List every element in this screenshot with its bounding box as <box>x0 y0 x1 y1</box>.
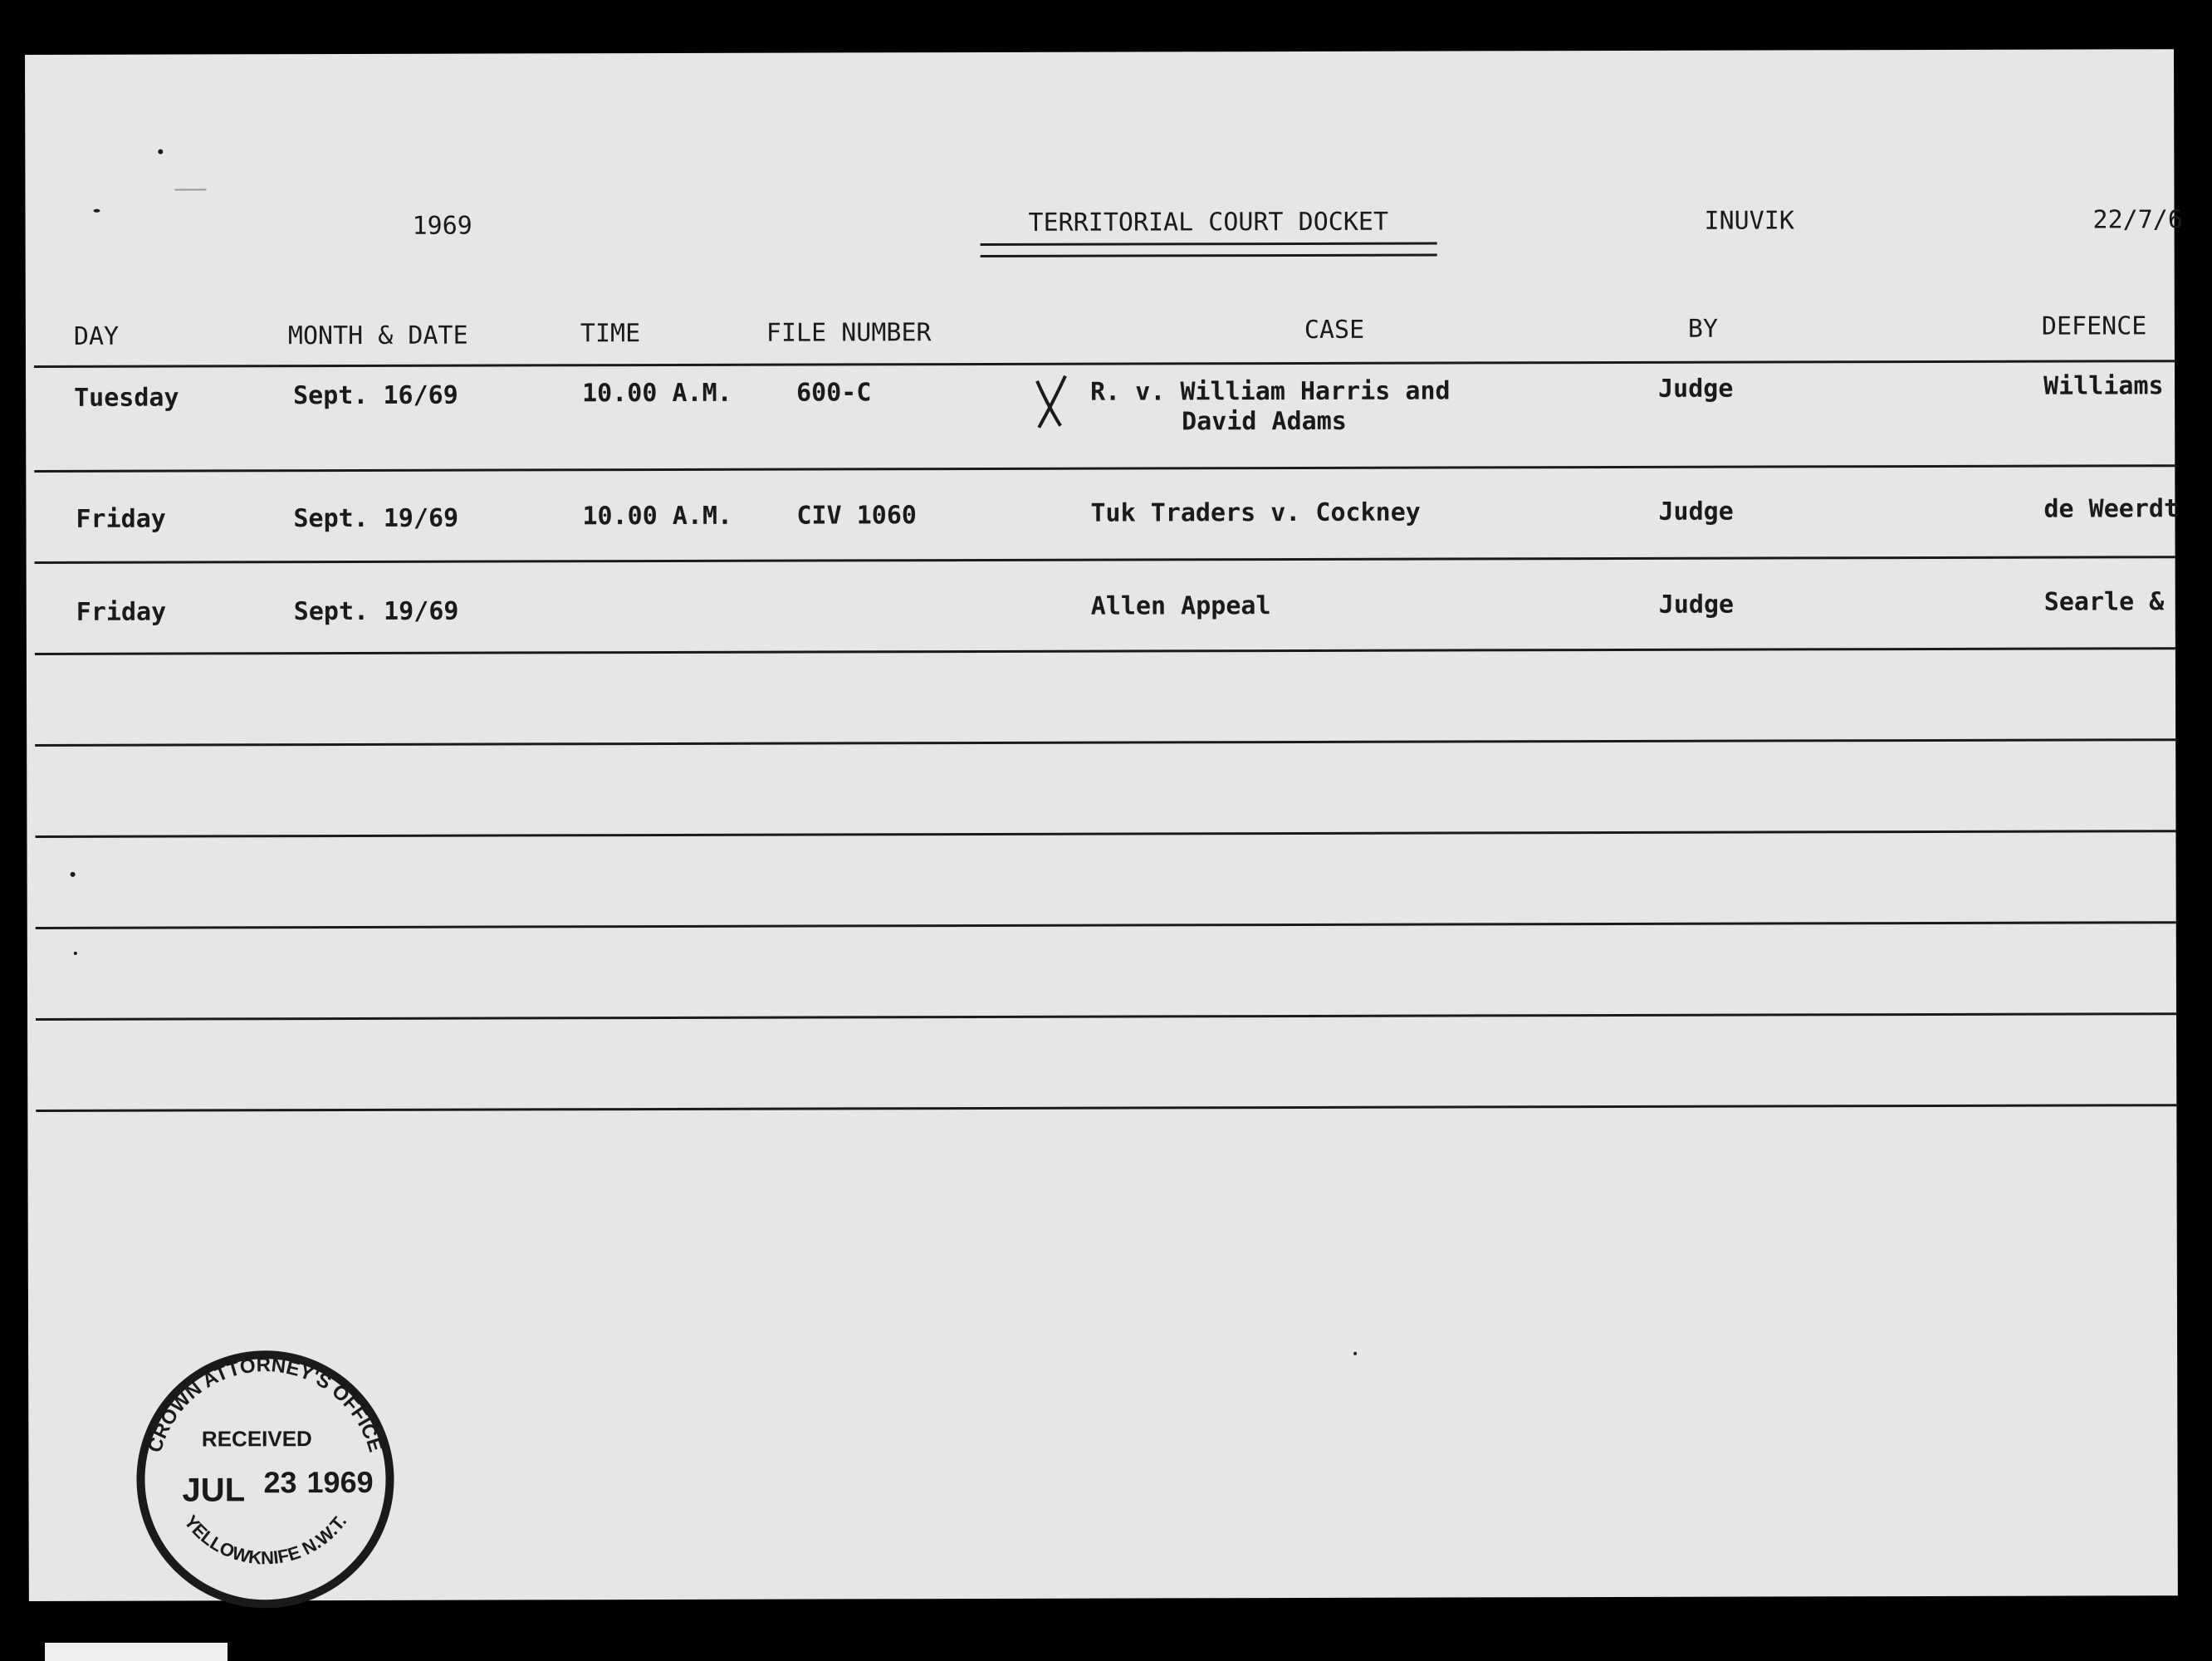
row-defence: Searle & <box>2043 587 2165 617</box>
handwritten-x-mark <box>1032 373 1072 431</box>
rule-row-5 <box>35 830 2175 838</box>
rule-row-1 <box>34 464 2175 473</box>
row-case: Tuk Traders v. Cockney <box>1090 497 1421 528</box>
stamp-arc-top: CROWN ATTORNEY'S OFFICE <box>143 1354 387 1456</box>
docket-location: INUVIK <box>1704 206 1794 236</box>
paper-scrap <box>45 1643 228 1661</box>
rule-row-2 <box>35 556 2175 564</box>
row-case: Allen Appeal <box>1090 591 1271 621</box>
col-case: CASE <box>1304 315 1365 345</box>
col-time: TIME <box>580 319 641 349</box>
docket-date: 22/7/6 <box>2092 205 2183 235</box>
stamp-month: JUL <box>182 1472 246 1509</box>
stamp-day: 23 <box>263 1465 297 1500</box>
row-file-number: CIV 1060 <box>796 501 918 531</box>
row-month-date: Sept. 19/69 <box>293 503 459 534</box>
speck <box>74 952 77 955</box>
row-case: R. v. William Harris and <box>1090 376 1451 407</box>
row-day: Friday <box>76 504 166 534</box>
rule-header <box>34 360 2175 368</box>
row-time: 10.00 A.M. <box>582 378 732 409</box>
received-stamp <box>124 1338 407 1621</box>
stamp-arc-bottom: YELLOWKNIFE N.W.T. <box>179 1511 351 1569</box>
col-month-date: MONTH & DATE <box>287 321 468 351</box>
row-file-number: 600-C <box>796 378 872 408</box>
docket-year: 1969 <box>412 211 472 241</box>
row-day: Tuesday <box>74 383 179 413</box>
row-by: Judge <box>1658 590 1735 620</box>
col-day: DAY <box>73 321 120 351</box>
title-underline-2 <box>981 254 1437 257</box>
rule-row-7 <box>36 1012 2176 1021</box>
top-mark <box>174 189 206 190</box>
row-case-continued: David Adams <box>1182 406 1347 437</box>
title-underline-1 <box>981 243 1437 246</box>
rule-row-6 <box>36 921 2176 929</box>
docket-card <box>25 49 2183 1601</box>
rule-row-8 <box>36 1104 2176 1112</box>
col-defence: DEFENCE <box>2041 311 2147 341</box>
row-defence: de Weerdt <box>2043 494 2180 524</box>
speck <box>93 209 100 213</box>
stamp-year: 1969 <box>306 1464 374 1500</box>
row-month-date: Sept. 19/69 <box>293 596 459 627</box>
col-by: BY <box>1687 314 1719 344</box>
row-defence: Williams <box>2043 371 2164 401</box>
speck <box>71 872 76 877</box>
row-time: 10.00 A.M. <box>582 501 733 532</box>
speck <box>158 149 163 154</box>
row-month-date: Sept. 16/69 <box>293 380 458 411</box>
col-file-number: FILE NUMBER <box>766 318 932 348</box>
stamp-received: RECEIVED <box>201 1426 312 1452</box>
docket-title: TERRITORIAL COURT DOCKET <box>1028 207 1389 238</box>
row-day: Friday <box>76 597 167 627</box>
rule-row-4 <box>35 738 2175 747</box>
speck <box>1353 1352 1357 1355</box>
rule-row-3 <box>35 647 2175 655</box>
row-by: Judge <box>1658 374 1734 404</box>
row-by: Judge <box>1658 497 1734 527</box>
